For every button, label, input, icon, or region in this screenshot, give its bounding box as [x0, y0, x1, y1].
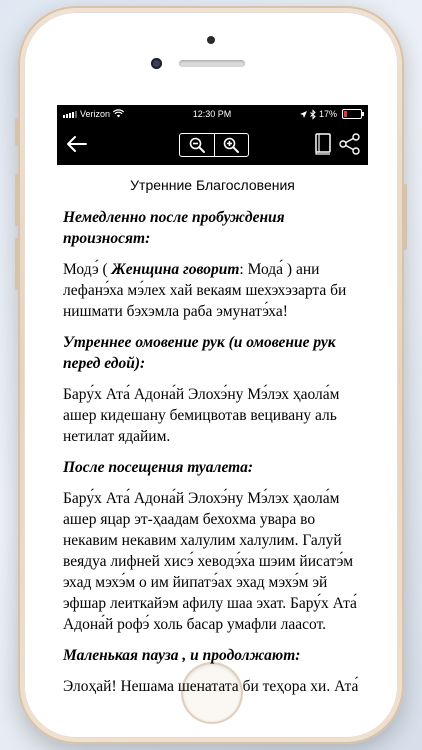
carrier-name: Verizon: [80, 109, 111, 119]
volume-up-button: [15, 174, 19, 226]
proximity-sensor: [207, 36, 215, 44]
wifi-icon: [113, 110, 124, 118]
battery-icon: [342, 109, 362, 119]
text-span: : Мода́ ) ани лефанэ́ха мэ́лех хай векаям шехэхэзарта би нишмати бэхэмла раба эмунатэ́ха!: [63, 261, 347, 320]
back-button[interactable]: [63, 131, 91, 157]
prayer-paragraph: Бару́х Ата́ Адона́й Элохэ́ну Мэ́лэх ҳаола́м ашер кидешану бемицвотав вецивану аль нетилат ядайим.: [63, 386, 340, 445]
zoom-in-icon: [223, 137, 239, 153]
status-bar: [57, 105, 368, 123]
section-heading: Маленькая пауза , и продолжают:: [63, 647, 301, 664]
navigation-bar: [57, 123, 368, 165]
page-title: Утренние Благословения: [130, 177, 295, 193]
zoom-out-icon: [189, 137, 205, 153]
status-time: 12:30 PM: [192, 109, 232, 119]
text-span: Модэ́ (: [63, 261, 112, 278]
section-heading: Немедленно после пробуждения произносят:: [63, 209, 285, 247]
book-icon: [315, 133, 331, 155]
emphasis-text: Женщина говорит: [111, 261, 240, 278]
share-button[interactable]: [338, 132, 362, 156]
battery-level-fill: [344, 111, 347, 117]
battery-percent: 17%: [318, 109, 337, 119]
front-camera: [151, 58, 162, 69]
prayer-paragraph: [63, 259, 362, 322]
earpiece-speaker: [179, 60, 245, 67]
book-button[interactable]: [312, 132, 334, 156]
volume-down-button: [15, 238, 19, 290]
location-icon: [300, 111, 307, 118]
signal-icon: [63, 110, 77, 118]
app-screen: [57, 105, 368, 695]
prayer-text-content[interactable]: [57, 165, 368, 697]
zoom-in-button[interactable]: [214, 134, 249, 156]
zoom-controls: [179, 133, 249, 157]
power-button: [403, 184, 407, 250]
zoom-out-button[interactable]: [180, 134, 214, 156]
section-heading: После посещения туалета:: [63, 459, 254, 476]
section-heading: Утреннее омовение рук (и омовение рук перед едой):: [63, 334, 336, 372]
prayer-paragraph: Бару́х Ата́ Адона́й Элохэ́ну Мэ́лэх ҳаола́м ашер яцар эт-ҳаадам бехохма увара во некавим некавим халулим халулим. Галуй веядуа лифней хисэ́ хеводэ́ха шэим йисатэ́м эхад мэхэ́м о им йипатэ́ах эхад мэхэ́м эй эфшар леиткайэм афилу шаа эхат. Бару́х Ата́ Адона́й рофэ́ холь басар умафли лаасот.: [63, 490, 357, 633]
share-icon: [339, 133, 361, 155]
mute-switch: [15, 118, 19, 146]
bluetooth-icon: [310, 110, 316, 119]
arrow-left-icon: [67, 136, 87, 152]
prayer-paragraph: Элоҳай! Нешама шенатата би теҳора хи. Ата́: [63, 678, 359, 695]
